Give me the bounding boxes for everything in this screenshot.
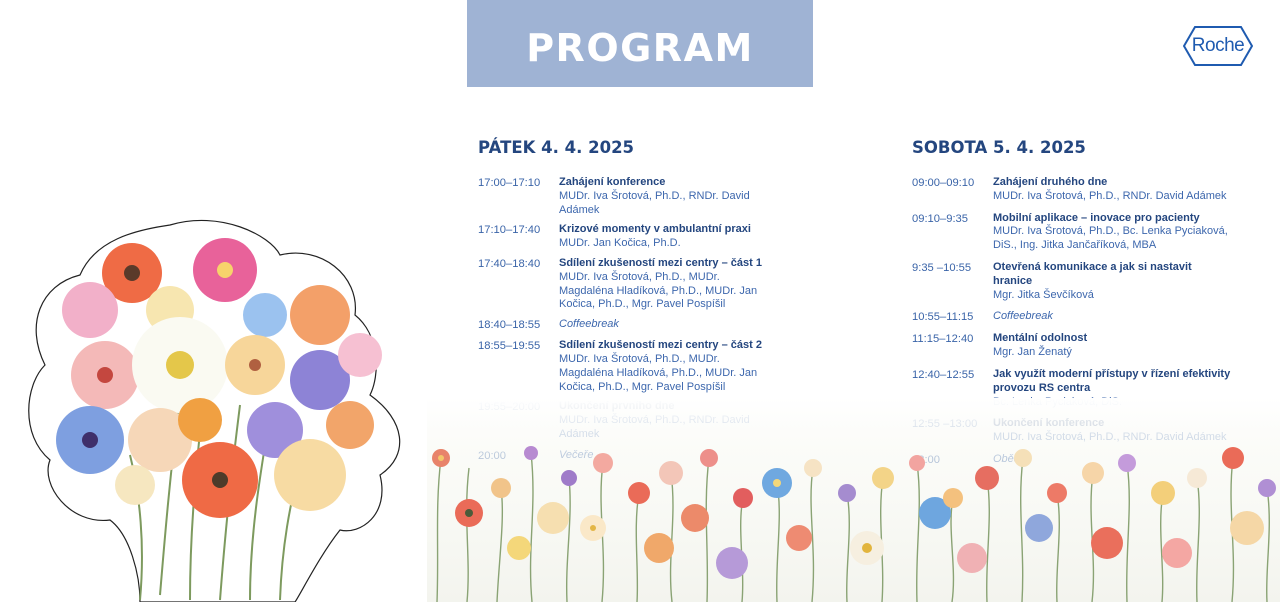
schedule-row xyxy=(912,261,1262,302)
schedule-row xyxy=(912,212,1262,253)
time: 9:35 –10:55 xyxy=(912,261,972,274)
roche-logo xyxy=(1183,26,1253,66)
saturday-title: SOBOTA 5. 4. 2025 xyxy=(912,138,1086,157)
schedule-row xyxy=(478,176,878,217)
item-title: Zahájení konference xyxy=(559,176,666,188)
item-title: Sdílení zkušeností mezi centry – část 2 xyxy=(559,339,762,352)
item-title: Zahájení druhého dne xyxy=(993,176,1108,188)
time: 10:55–11:15 xyxy=(912,311,974,324)
schedule-row xyxy=(912,332,1262,360)
item-speakers: MUDr. Iva Šrotová, Ph.D., RNDr. David Adámek xyxy=(993,189,1227,202)
item-title: Mobilní aplikace – inovace pro pacienty xyxy=(993,211,1200,224)
schedule-row xyxy=(912,310,1262,324)
schedule-row xyxy=(912,176,1262,204)
item-speakers: Mgr. Jan Ženatý xyxy=(993,346,1072,359)
item-speakers: Mgr. Jitka Ševčíková xyxy=(993,288,1094,301)
flower-bouquet-illustration xyxy=(20,215,410,602)
item-speakers: MUDr. Iva Šrotová, Ph.D., MUDr. Magdaléna Hladíková, Ph.D., MUDr. Jan Kočica, Ph.D., Mgr. Pavel Pospíšil xyxy=(559,352,758,393)
schedule-row xyxy=(478,339,878,394)
time: 12:40–12:55 xyxy=(912,368,975,381)
item-speakers: MUDr. Jan Kočica, Ph.D. xyxy=(559,237,681,250)
friday-title: PÁTEK 4. 4. 2025 xyxy=(478,138,635,157)
program-banner xyxy=(467,0,813,87)
item-title: Mentální odolnost xyxy=(993,332,1088,345)
schedule-row xyxy=(478,318,878,332)
time: 18:40–18:55 xyxy=(478,319,541,332)
time: 17:00–17:10 xyxy=(478,177,541,189)
item-title: Jak využít moderní přístupy v řízení efektivity provozu RS centra xyxy=(993,367,1231,394)
time: 17:40–18:40 xyxy=(478,257,541,270)
item-speakers: MUDr. Iva Šrotová, Ph.D., RNDr. David Adámek xyxy=(559,189,750,216)
time: 18:55–19:55 xyxy=(478,340,541,353)
wildflower-meadow-illustration xyxy=(427,398,1280,602)
item-speakers: MUDr. Iva Šrotová, Ph.D., MUDr. Magdaléna Hladíková, Ph.D., MUDr. Jan Kočica, Ph.D., Mgr. Pavel Pospíšil xyxy=(559,270,758,311)
time: 09:00–09:10 xyxy=(912,177,975,189)
schedule-row xyxy=(478,223,878,251)
item-title: Sdílení zkušeností mezi centry – část 1 xyxy=(559,256,762,269)
item-speakers: MUDr. Iva Šrotová, Ph.D., Bc. Lenka Pyciaková, DiS., Ing. Jitka Jančaříková, MBA xyxy=(993,225,1228,252)
item-title: Coffeebreak xyxy=(993,310,1053,323)
schedule-row xyxy=(478,257,878,312)
item-title: Coffeebreak xyxy=(559,318,619,331)
item-title: Otevřená komunikace a jak si nastavit hranice xyxy=(993,260,1192,287)
time: 09:10–9:35 xyxy=(912,212,968,225)
item-title: Krizové momenty v ambulantní praxi xyxy=(559,223,751,236)
program-title: PROGRAM xyxy=(526,25,754,70)
time: 11:15–12:40 xyxy=(912,333,974,346)
time: 17:10–17:40 xyxy=(478,224,541,237)
roche-logo-text: Roche xyxy=(1191,35,1245,56)
